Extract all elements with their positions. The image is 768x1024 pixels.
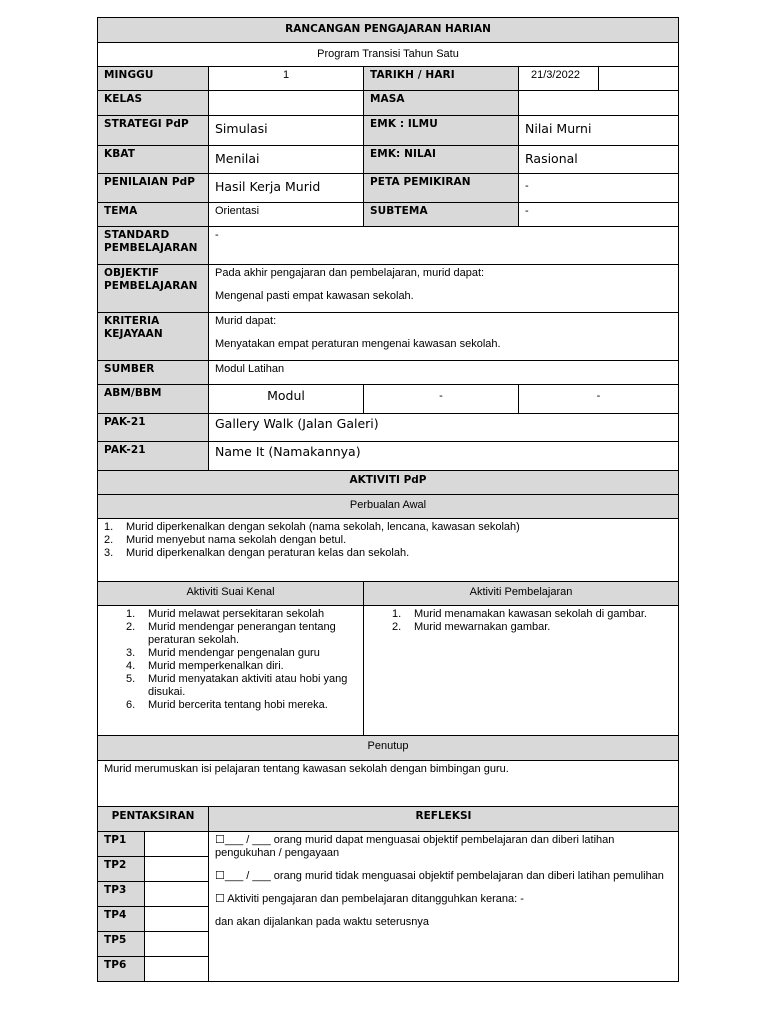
- tp-value: [145, 907, 209, 932]
- minggu-label: MINGGU: [98, 67, 209, 91]
- kriteria-label: KRITERIA KEJAYAAN: [98, 313, 209, 361]
- kriteria-value: [209, 313, 679, 361]
- refleksi-heading: REFLEKSI: [209, 807, 679, 832]
- objektif-line-1: Pada akhir pengajaran dan pembelajaran, murid dapat:: [215, 267, 485, 279]
- abm-value-1: Modul: [209, 385, 364, 414]
- list-item: 3. Murid mendengar pengenalan guru: [126, 647, 320, 659]
- tp-label: TP5: [98, 932, 145, 957]
- masa-label: MASA: [364, 91, 519, 116]
- perbualan-list: [104, 521, 672, 560]
- objektif-value: [209, 265, 679, 313]
- lesson-plan-sheet: [97, 17, 678, 982]
- tp-value: [145, 832, 209, 857]
- tp-label: TP3: [98, 882, 145, 907]
- refleksi-line-1: ☐___ / ___ orang murid dapat menguasai objektif pembelajaran dan diberi latihan pengukuhan / pengayaan: [215, 834, 615, 859]
- kriteria-line-2: Menyatakan empat peraturan mengenai kawasan sekolah.: [215, 338, 501, 350]
- abm-label: ABM/BBM: [98, 385, 209, 414]
- refleksi-line-2: ☐___ / ___ orang murid tidak menguasai objektif pembelajaran dan diberi latihan pemulihan: [215, 870, 664, 882]
- subtema-label: SUBTEMA: [364, 203, 519, 227]
- tp-value: [145, 857, 209, 882]
- peta-value: -: [519, 174, 679, 203]
- standard-label: STANDARD PEMBELAJARAN: [98, 227, 209, 265]
- kelas-value: [209, 91, 364, 116]
- pentaksiran-heading: PENTAKSIRAN: [98, 807, 209, 832]
- tp-label: TP1: [98, 832, 145, 857]
- aktiviti-heading: AKTIVITI PdP: [98, 471, 679, 495]
- tp-value: [145, 882, 209, 907]
- masa-value: [519, 91, 679, 116]
- minggu-value: 1: [209, 67, 364, 91]
- list-item: 6. Murid bercerita tentang hobi mereka.: [126, 699, 328, 711]
- list-item: 3. Murid diperkenalkan dengan peraturan kelas dan sekolah.: [104, 547, 410, 559]
- sumber-value: Modul Latihan: [209, 361, 679, 385]
- peta-label: PETA PEMIKIRAN: [364, 174, 519, 203]
- emk-nilai-value: Rasional: [519, 146, 679, 174]
- tp-label: TP4: [98, 907, 145, 932]
- list-item: 4. Murid memperkenalkan diri.: [126, 660, 284, 672]
- abm-value-3: -: [519, 385, 679, 414]
- sumber-label: SUMBER: [98, 361, 209, 385]
- tp-label: TP2: [98, 857, 145, 882]
- emk-nilai-label: EMK: NILAI: [364, 146, 519, 174]
- refleksi-cell: [209, 832, 679, 982]
- emk-ilmu-label: EMK : ILMU: [364, 116, 519, 146]
- list-item: 2. Murid menyebut nama sekolah dengan betul.: [104, 534, 347, 546]
- refleksi-line-3: ☐ Aktiviti pengajaran dan pembelajaran ditangguhkan kerana: -: [215, 893, 524, 905]
- list-item: 1. Murid melawat persekitaran sekolah: [126, 608, 325, 620]
- penilaian-label: PENILAIAN PdP: [98, 174, 209, 203]
- perbualan-heading: Perbualan Awal: [98, 495, 679, 519]
- form-subtitle: Program Transisi Tahun Satu: [98, 43, 679, 67]
- abm-value-2: -: [364, 385, 519, 414]
- tema-label: TEMA: [98, 203, 209, 227]
- standard-value: -: [209, 227, 679, 265]
- lesson-plan-table: [97, 17, 679, 982]
- pembelajaran-cell: [364, 606, 679, 736]
- pembelajaran-heading: Aktiviti Pembelajaran: [364, 582, 679, 606]
- list-item: 2. Murid mendengar penerangan tentang peraturan sekolah.: [126, 621, 336, 646]
- tarikh-value: 21/3/2022: [519, 67, 599, 91]
- list-item: 1. Murid diperkenalkan dengan sekolah (nama sekolah, lencana, kawasan sekolah): [104, 521, 520, 533]
- objektif-line-2: Mengenal pasti empat kawasan sekolah.: [215, 290, 414, 302]
- list-item: 5. Murid menyatakan aktiviti atau hobi yang disukai.: [126, 673, 348, 698]
- penutup-text: Murid merumuskan isi pelajaran tentang kawasan sekolah dengan bimbingan guru.: [98, 761, 679, 807]
- suai-kenal-list: [104, 608, 357, 712]
- subtema-value: -: [519, 203, 679, 227]
- form-title: RANCANGAN PENGAJARAN HARIAN: [98, 18, 679, 43]
- pembelajaran-list: [370, 608, 672, 634]
- perbualan-cell: [98, 519, 679, 582]
- kriteria-line-1: Murid dapat:: [215, 315, 277, 327]
- kbat-label: KBAT: [98, 146, 209, 174]
- strategi-label: STRATEGI PdP: [98, 116, 209, 146]
- list-item: 1. Murid menamakan kawasan sekolah di gambar.: [392, 608, 647, 620]
- penutup-heading: Penutup: [98, 736, 679, 761]
- tema-value: Orientasi: [209, 203, 364, 227]
- refleksi-line-4: dan akan dijalankan pada waktu seterusnya: [215, 916, 430, 928]
- suai-kenal-heading: Aktiviti Suai Kenal: [98, 582, 364, 606]
- strategi-value: Simulasi: [209, 116, 364, 146]
- objektif-label: OBJEKTIF PEMBELAJARAN: [98, 265, 209, 313]
- kelas-label: KELAS: [98, 91, 209, 116]
- emk-ilmu-value: Nilai Murni: [519, 116, 679, 146]
- penilaian-value: Hasil Kerja Murid: [209, 174, 364, 203]
- list-item: 2. Murid mewarnakan gambar.: [392, 621, 551, 633]
- tp-value: [145, 957, 209, 982]
- tarikh-extra-cell: [599, 67, 679, 91]
- tp-label: TP6: [98, 957, 145, 982]
- kbat-value: Menilai: [209, 146, 364, 174]
- pak21-label-2: PAK-21: [98, 442, 209, 471]
- suai-kenal-cell: [98, 606, 364, 736]
- pak21-value-2: Name It (Namakannya): [209, 442, 679, 471]
- pak21-value-1: Gallery Walk (Jalan Galeri): [209, 414, 679, 442]
- tarikh-label: TARIKH / HARI: [364, 67, 519, 91]
- tp-value: [145, 932, 209, 957]
- pak21-label-1: PAK-21: [98, 414, 209, 442]
